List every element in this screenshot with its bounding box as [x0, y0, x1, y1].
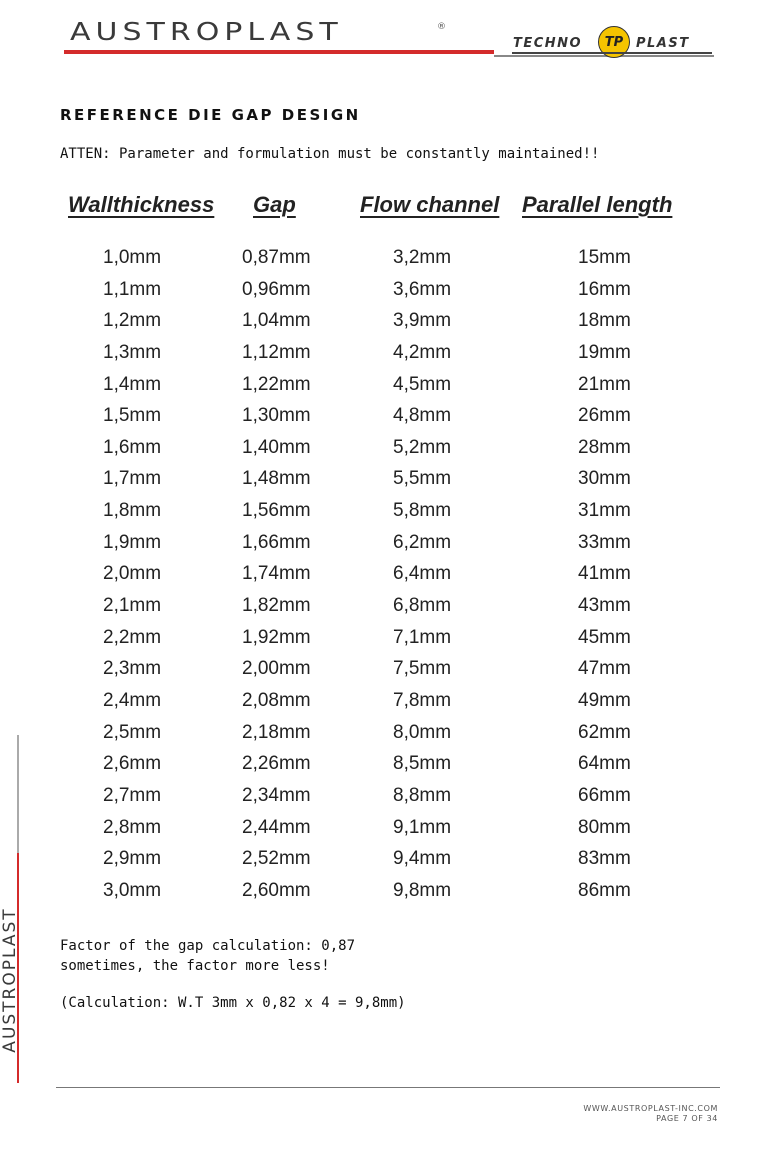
table-row — [0, 405, 768, 437]
cell-parallel-length: 41mm — [578, 563, 631, 585]
table-row — [0, 468, 768, 500]
cell-parallel-length: 45mm — [578, 626, 631, 648]
cell-wallthickness: 1,3mm — [103, 341, 162, 363]
cell-flow-channel: 3,9mm — [393, 310, 452, 332]
cell-gap: 1,30mm — [242, 405, 311, 427]
factor-note: Factor of the gap calculation: 0,87 — [60, 938, 356, 954]
table-row — [0, 880, 768, 912]
cell-wallthickness: 1,4mm — [103, 373, 162, 395]
column-header-gap: Gap — [253, 192, 296, 217]
table-row — [0, 247, 768, 279]
cell-wallthickness: 2,1mm — [103, 595, 162, 617]
cell-parallel-length: 21mm — [578, 373, 631, 395]
cell-parallel-length: 30mm — [578, 468, 631, 490]
cell-flow-channel: 8,0mm — [393, 721, 452, 743]
cell-flow-channel: 8,5mm — [393, 753, 452, 775]
die-gap-table — [0, 247, 768, 911]
cell-gap: 1,12mm — [242, 341, 311, 363]
cell-flow-channel: 6,4mm — [393, 563, 452, 585]
calculation-note: (Calculation: W.T 3mm x 0,82 x 4 = 9,8mm) — [60, 995, 406, 1011]
table-row — [0, 342, 768, 374]
cell-gap: 1,92mm — [242, 626, 311, 648]
logo-underline-red — [64, 50, 494, 54]
footer-divider — [56, 1087, 720, 1088]
cell-flow-channel: 8,8mm — [393, 784, 452, 806]
cell-wallthickness: 1,9mm — [103, 531, 162, 553]
cell-gap: 0,96mm — [242, 278, 311, 300]
cell-flow-channel: 5,5mm — [393, 468, 452, 490]
cell-wallthickness: 2,6mm — [103, 753, 162, 775]
cell-gap: 2,26mm — [242, 753, 311, 775]
footer-page-number: PAGE 7 OF 34 — [656, 1114, 718, 1123]
table-row — [0, 690, 768, 722]
cell-flow-channel: 7,1mm — [393, 626, 452, 648]
cell-wallthickness: 2,0mm — [103, 563, 162, 585]
table-row — [0, 374, 768, 406]
cell-flow-channel: 9,1mm — [393, 816, 452, 838]
cell-wallthickness: 2,8mm — [103, 816, 162, 838]
cell-gap: 1,82mm — [242, 595, 311, 617]
table-row — [0, 848, 768, 880]
cell-parallel-length: 62mm — [578, 721, 631, 743]
cell-parallel-length: 15mm — [578, 247, 631, 268]
cell-gap: 2,52mm — [242, 848, 311, 870]
cell-parallel-length: 83mm — [578, 848, 631, 870]
page-title: REFERENCE DIE GAP DESIGN — [60, 106, 361, 124]
cell-gap: 1,40mm — [242, 436, 311, 458]
cell-flow-channel: 6,2mm — [393, 531, 452, 553]
cell-gap: 1,66mm — [242, 531, 311, 553]
technoplast-logo-plast: PLAST — [636, 36, 690, 51]
table-row — [0, 817, 768, 849]
cell-parallel-length: 49mm — [578, 689, 631, 711]
cell-wallthickness: 2,3mm — [103, 658, 162, 680]
cell-flow-channel: 3,2mm — [393, 247, 452, 268]
column-header-wallthickness: Wallthickness — [68, 192, 215, 217]
cell-wallthickness: 2,2mm — [103, 626, 162, 648]
cell-wallthickness: 1,7mm — [103, 468, 162, 490]
table-row — [0, 500, 768, 532]
cell-flow-channel: 7,8mm — [393, 689, 452, 711]
cell-gap: 1,74mm — [242, 563, 311, 585]
technoplast-logo-techno: TECHNO — [513, 36, 583, 51]
cell-gap: 2,08mm — [242, 689, 311, 711]
cell-wallthickness: 1,8mm — [103, 500, 162, 522]
cell-gap: 1,04mm — [242, 310, 311, 332]
column-header-flow-channel: Flow channel — [360, 192, 500, 217]
cell-wallthickness: 3,0mm — [103, 879, 162, 901]
cell-gap: 1,48mm — [242, 468, 311, 490]
side-brand-logo: AUSTROPLAST — [0, 907, 20, 1053]
cell-flow-channel: 9,4mm — [393, 848, 452, 870]
cell-gap: 2,60mm — [242, 879, 311, 901]
cell-parallel-length: 26mm — [578, 405, 631, 427]
cell-parallel-length: 80mm — [578, 816, 631, 838]
side-rule-grey — [17, 735, 19, 853]
attention-note: ATTEN: Parameter and formulation must be constantly maintained!! — [60, 146, 600, 162]
table-row — [0, 279, 768, 311]
cell-wallthickness: 2,4mm — [103, 689, 162, 711]
cell-parallel-length: 64mm — [578, 753, 631, 775]
table-row — [0, 785, 768, 817]
table-row — [0, 722, 768, 754]
cell-gap: 2,18mm — [242, 721, 311, 743]
cell-flow-channel: 5,2mm — [393, 436, 452, 458]
cell-wallthickness: 2,5mm — [103, 721, 162, 743]
cell-flow-channel: 9,8mm — [393, 879, 452, 901]
table-row — [0, 532, 768, 564]
cell-parallel-length: 28mm — [578, 436, 631, 458]
cell-gap: 2,44mm — [242, 816, 311, 838]
cell-parallel-length: 33mm — [578, 531, 631, 553]
cell-flow-channel: 7,5mm — [393, 658, 452, 680]
cell-gap: 2,34mm — [242, 784, 311, 806]
cell-parallel-length: 16mm — [578, 278, 631, 300]
cell-parallel-length: 43mm — [578, 595, 631, 617]
logo-underline-grey — [494, 55, 714, 57]
cell-parallel-length: 31mm — [578, 500, 631, 522]
austroplast-logo: AUSTROPLAST — [70, 18, 343, 47]
cell-flow-channel: 5,8mm — [393, 500, 452, 522]
cell-gap: 1,22mm — [242, 373, 311, 395]
cell-wallthickness: 1,6mm — [103, 436, 162, 458]
table-row — [0, 595, 768, 627]
cell-parallel-length: 18mm — [578, 310, 631, 332]
table-row — [0, 563, 768, 595]
cell-gap: 0,87mm — [242, 247, 311, 268]
cell-wallthickness: 1,5mm — [103, 405, 162, 427]
cell-wallthickness: 1,2mm — [103, 310, 162, 332]
cell-parallel-length: 19mm — [578, 341, 631, 363]
tp-badge-icon: TP — [598, 26, 630, 58]
registered-mark: ® — [437, 22, 446, 32]
table-row — [0, 658, 768, 690]
cell-wallthickness: 2,9mm — [103, 848, 162, 870]
cell-parallel-length: 86mm — [578, 879, 631, 901]
table-row — [0, 627, 768, 659]
table-row — [0, 753, 768, 785]
table-row — [0, 310, 768, 342]
cell-flow-channel: 4,2mm — [393, 341, 452, 363]
cell-flow-channel: 4,8mm — [393, 405, 452, 427]
technoplast-underline — [512, 52, 712, 54]
cell-wallthickness: 2,7mm — [103, 784, 162, 806]
sometimes-note: sometimes, the factor more less! — [60, 958, 330, 974]
table-row — [0, 437, 768, 469]
cell-wallthickness: 1,0mm — [103, 247, 162, 268]
footer-website: WWW.AUSTROPLAST-INC.COM — [583, 1104, 718, 1113]
cell-flow-channel: 4,5mm — [393, 373, 452, 395]
cell-flow-channel: 3,6mm — [393, 278, 452, 300]
cell-parallel-length: 47mm — [578, 658, 631, 680]
cell-flow-channel: 6,8mm — [393, 595, 452, 617]
cell-gap: 2,00mm — [242, 658, 311, 680]
cell-wallthickness: 1,1mm — [103, 278, 162, 300]
cell-gap: 1,56mm — [242, 500, 311, 522]
column-header-parallel-length: Parallel length — [522, 192, 673, 217]
cell-parallel-length: 66mm — [578, 784, 631, 806]
